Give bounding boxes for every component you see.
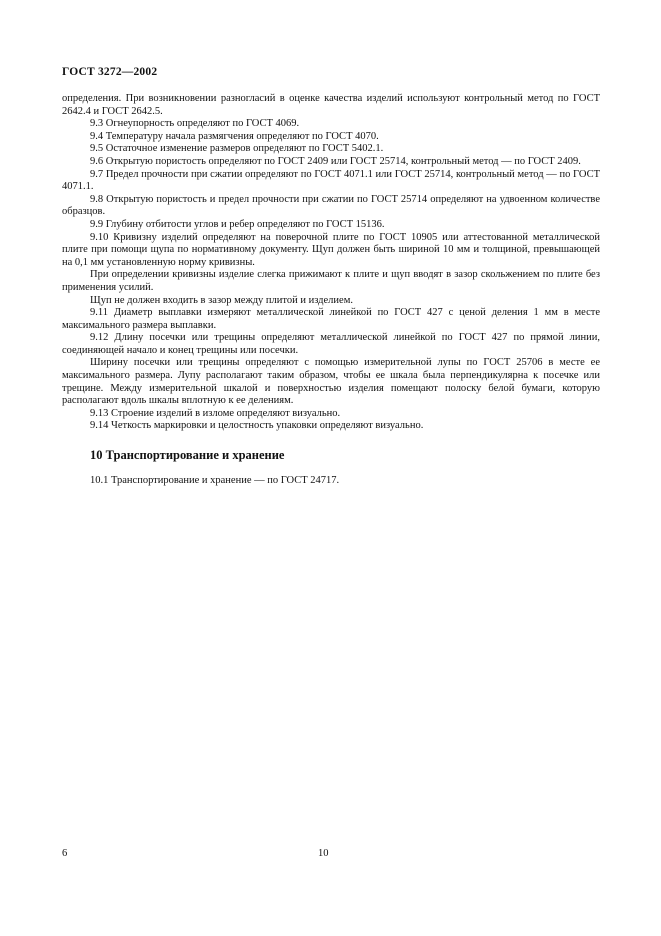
page-number-center: 10 — [318, 848, 329, 859]
paragraph-9-8: 9.8 Открытую пористость и предел прочности при сжатии по ГОСТ 25714 определяют на удвоенном количестве образцов. — [62, 193, 600, 218]
paragraph-9-13: 9.13 Строение изделий в изломе определяют визуально. — [90, 407, 341, 419]
page-number-left: 6 — [62, 848, 68, 859]
paragraph-9-11: 9.11 Диаметр выплавки измеряют металлической линейкой по ГОСТ 427 с ценой деления 1 мм в месте максимального размера выплавки. — [62, 307, 600, 331]
paragraph-9-6: 9.6 Открытую пористость определяют по ГОСТ 2409 или ГОСТ 25714, контрольный метод — по ГОСТ 2409. — [90, 155, 581, 167]
paragraph-10-1: 10.1 Транспортирование и хранение — по ГОСТ 24717. — [90, 475, 340, 487]
paragraph-9-9: 9.9 Глубину отбитости углов и ребер определяют по ГОСТ 15136. — [90, 218, 385, 230]
document-header: ГОСТ 3272—2002 — [62, 66, 158, 78]
document-body — [62, 93, 600, 488]
paragraph-9-10-feeler: Щуп не должен входить в зазор между плитой и изделием. — [90, 294, 353, 306]
paragraph-9-4: 9.4 Температуру начала размягчения определяют по ГОСТ 4070. — [90, 130, 379, 142]
paragraph-9-10-curvature: При определении кривизны изделие слегка прижимают к плите и щуп вводят в зазор скольжением по плите без применения усилий. — [62, 269, 600, 293]
section-10-heading: 10 Транспортирование и хранение — [90, 448, 285, 463]
paragraph-9-7: 9.7 Предел прочности при сжатии определяют по ГОСТ 4071.1 или ГОСТ 25714, контрольный метод — по ГОСТ 4071.1. — [62, 168, 600, 193]
paragraph-9-14: 9.14 Четкость маркировки и целостность упаковки определяют визуально. — [90, 420, 424, 432]
paragraph-9-3: 9.3 Огнеупорность определяют по ГОСТ 4069. — [90, 118, 300, 130]
paragraph-9-5: 9.5 Остаточное изменение размеров определяют по ГОСТ 5402.1. — [90, 143, 384, 155]
paragraph-continuation: определения. При возникновении разногласий в оценке качества изделий используют контрольный метод по ГОСТ 2642.4 и ГОСТ 2642.5. — [62, 93, 600, 117]
paragraph-9-12-width: Ширину посечки или трещины определяют с помощью измерительной лупы по ГОСТ 25706 в месте ее максимального размера. Лупу располагают таким образом, чтобы ее шкала была перпендикулярна к посечке или трещине. Между измерительной шкалой и поверхностью изделия помещают полоску белой бумаги, которую располагают вдоль шкалы вплотную к ее делениям. — [62, 357, 600, 407]
paragraph-9-12: 9.12 Длину посечки или трещины определяют металлической линейкой по ГОСТ 427 по прямой линии, соединяющей начало и конец трещины или посечки. — [62, 332, 600, 356]
paragraph-9-10: 9.10 Кривизну изделий определяют на поверочной плите по ГОСТ 10905 или аттестованной металлической плите при помощи щупа по нормативному документу. Щуп должен быть шириной 10 мм и толщиной, превышающей на 0,1 мм установленную норму кривизны. — [62, 231, 600, 268]
